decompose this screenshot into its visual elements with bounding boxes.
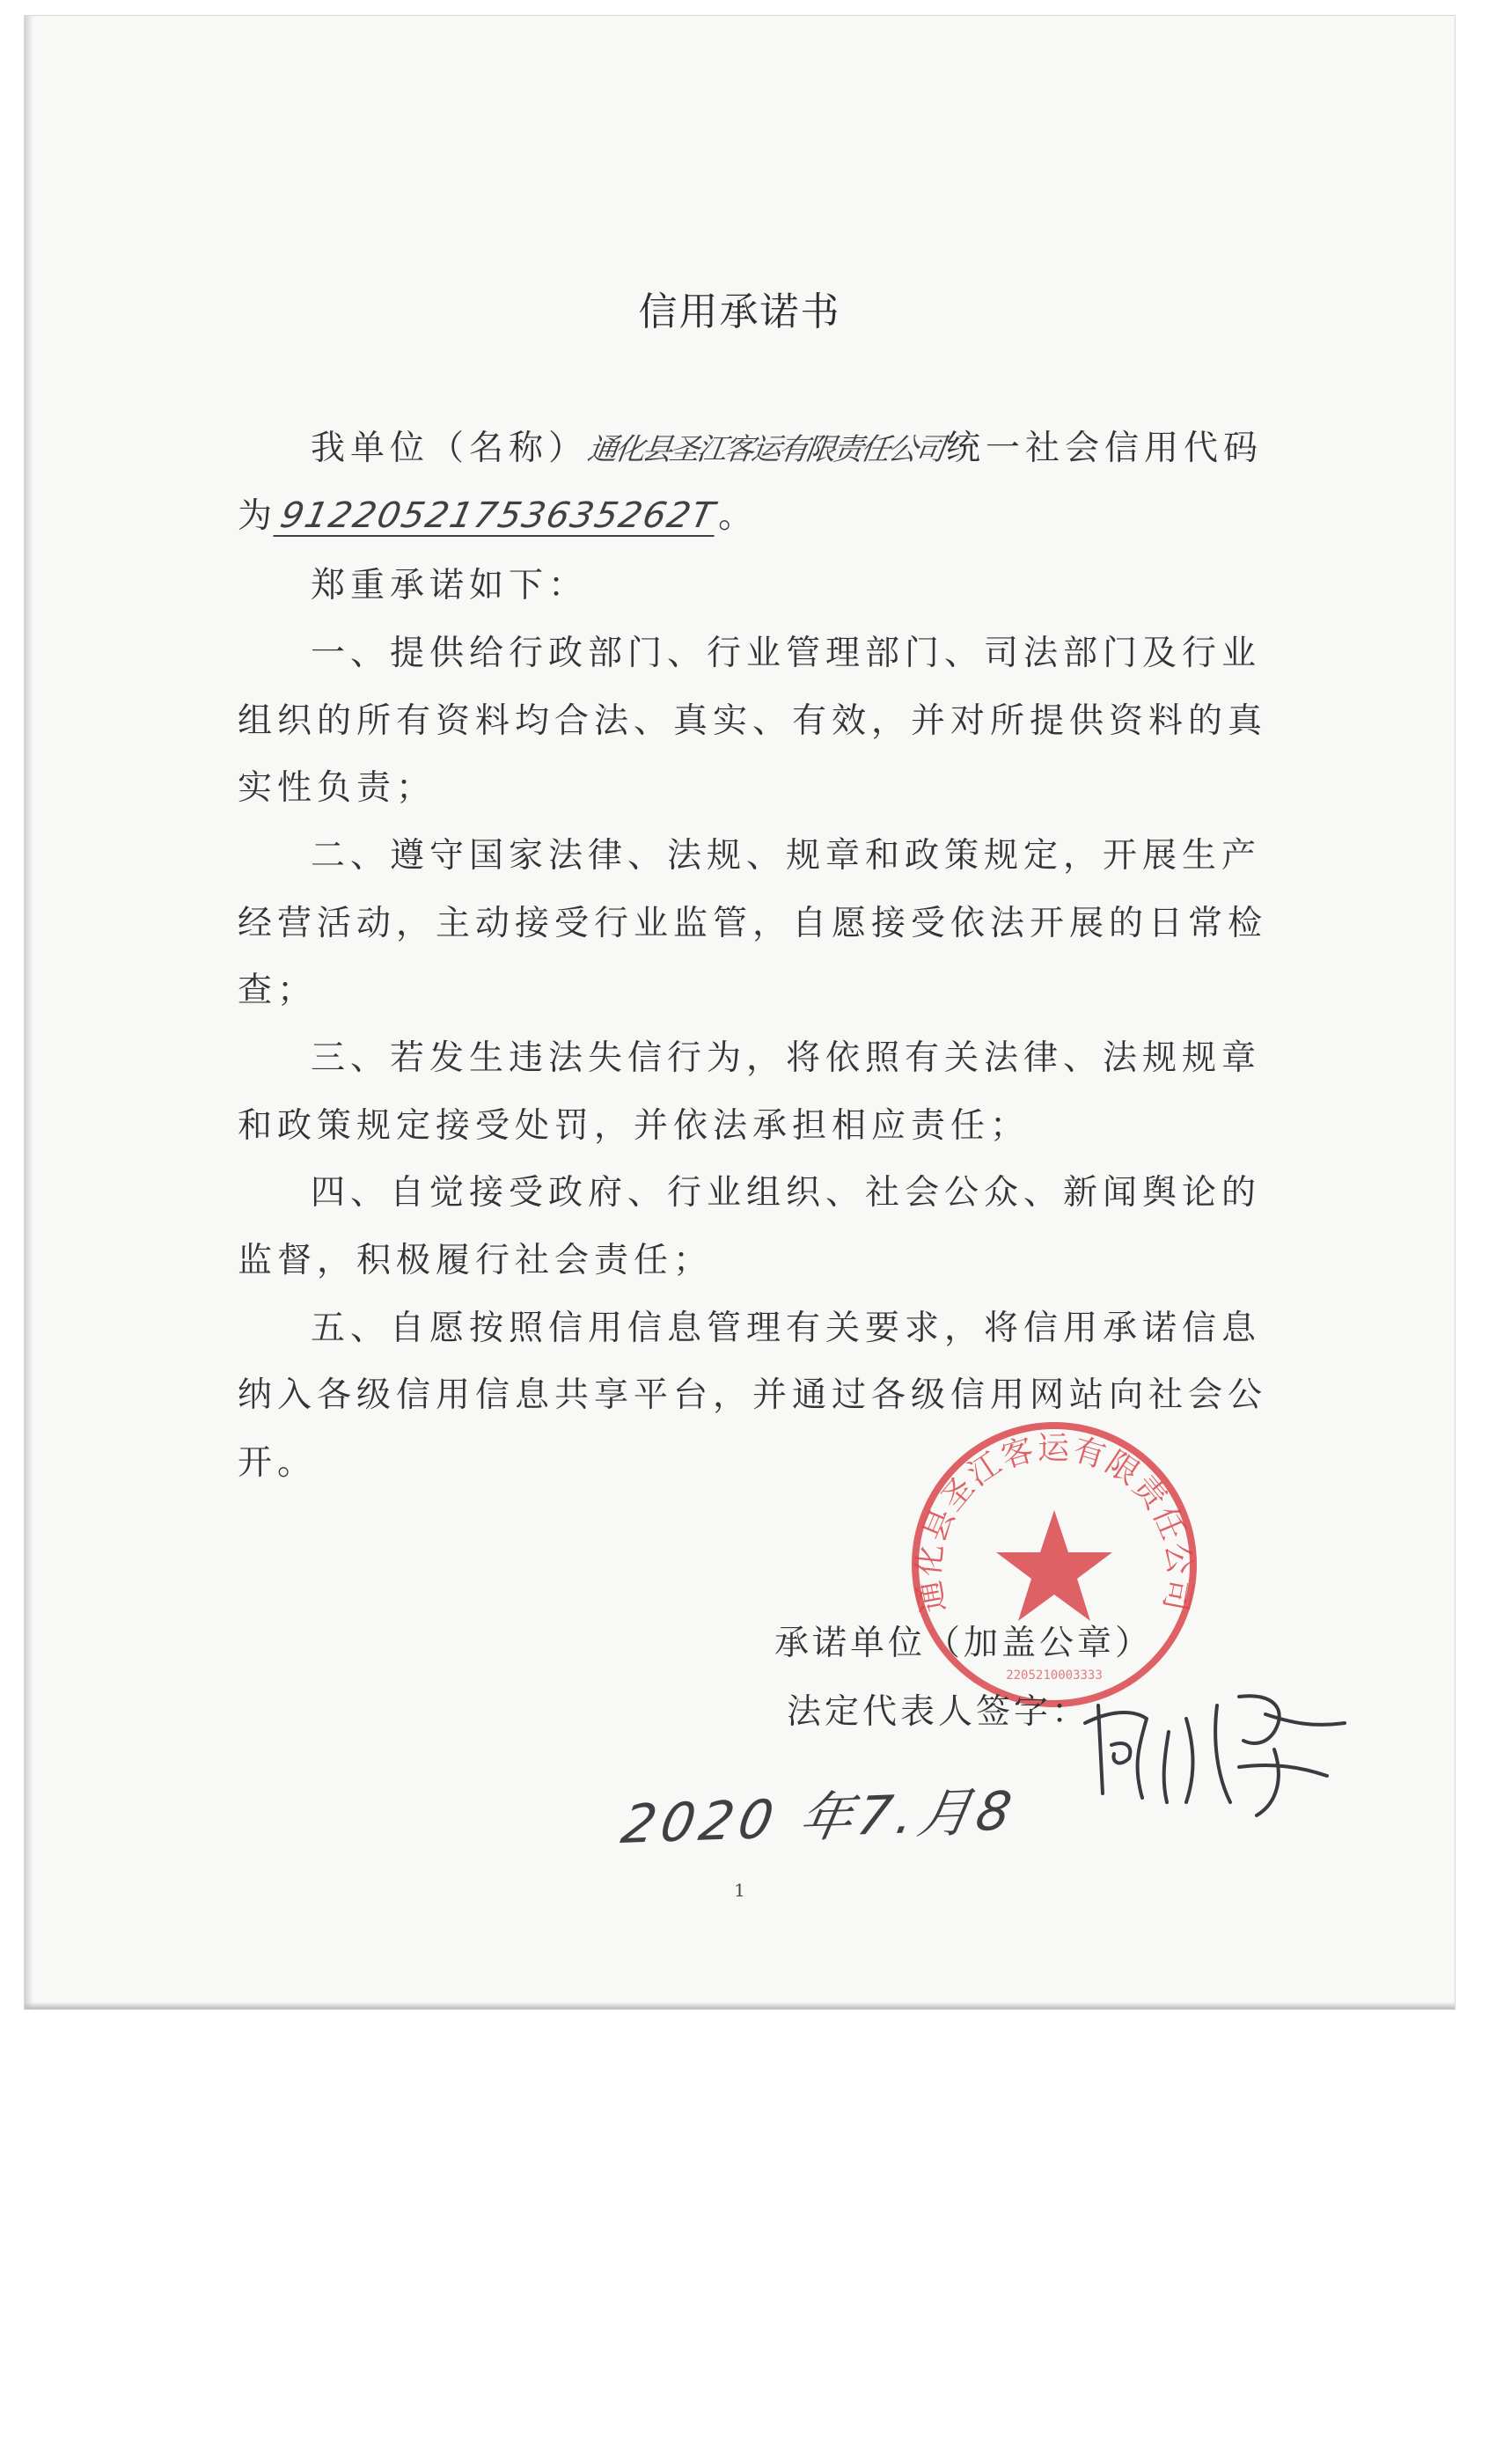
seal-star-icon	[996, 1510, 1112, 1621]
item-3-line-1: 三、若发生违法失信行为，将依照有关法律、法规规章	[311, 1038, 1262, 1078]
item-5-line-2: 纳入各级信用信息共享平台，并通过各级信用网站向社会公	[238, 1375, 1268, 1415]
document-title: 信用承诺书	[638, 290, 841, 334]
seal-text: 通化县圣江客运有限责任公司	[910, 1430, 1199, 1616]
scanned-page	[25, 16, 1455, 2009]
item-5-line-3: 开。	[238, 1443, 318, 1483]
signing-date-handwritten: 2020 年7.月8	[617, 1779, 1022, 1857]
code-suffix: 。	[718, 496, 759, 536]
item-4-line-2: 监督，积极履行社会责任；	[238, 1241, 714, 1280]
pledge-lead: 郑重承诺如下：	[311, 566, 589, 605]
item-1-line-1: 一、提供给行政部门、行业管理部门、司法部门及行业	[311, 634, 1262, 673]
legal-rep-signature	[1063, 1670, 1362, 1829]
item-3-line-2: 和政策规定接受处罚，并依法承担相应责任；	[238, 1106, 1030, 1146]
intro-suffix: 统一社会信用代码	[946, 429, 1264, 468]
credit-code-handwritten: 91220521753635262T	[273, 498, 722, 537]
legal-rep-label: 法定代表人签字：	[787, 1692, 1090, 1732]
intro-prefix: 我单位（名称）	[311, 429, 589, 468]
company-name-handwritten: 通化县圣江客运有限责任公司	[585, 432, 945, 467]
signing-unit-label: 承诺单位（加盖公章）	[774, 1624, 1154, 1663]
code-prefix: 为	[238, 496, 278, 536]
item-2-line-3: 查；	[238, 971, 318, 1010]
seal-serial: 2205210003333	[1006, 1668, 1103, 1683]
credit-code-line	[238, 495, 759, 537]
scan-shadow-bottom	[25, 2002, 1455, 2009]
item-2-line-2: 经营活动，主动接受行业监管，自愿接受依法开展的日常检	[238, 904, 1268, 943]
item-5-line-1: 五、自愿按照信用信息管理有关要求，将信用承诺信息	[311, 1309, 1262, 1348]
intro-line	[311, 431, 1263, 466]
item-1-line-3: 实性负责；	[238, 768, 436, 808]
item-4-line-1: 四、自觉接受政府、行业组织、社会公众、新闻舆论的	[311, 1173, 1262, 1213]
item-2-line-1: 二、遵守国家法律、法规、规章和政策规定，开展生产	[311, 836, 1262, 876]
page-number: 1	[734, 1880, 745, 1901]
item-1-line-2: 组织的所有资料均合法、真实、有效，并对所提供资料的真	[238, 701, 1268, 741]
company-seal	[905, 1415, 1204, 1714]
